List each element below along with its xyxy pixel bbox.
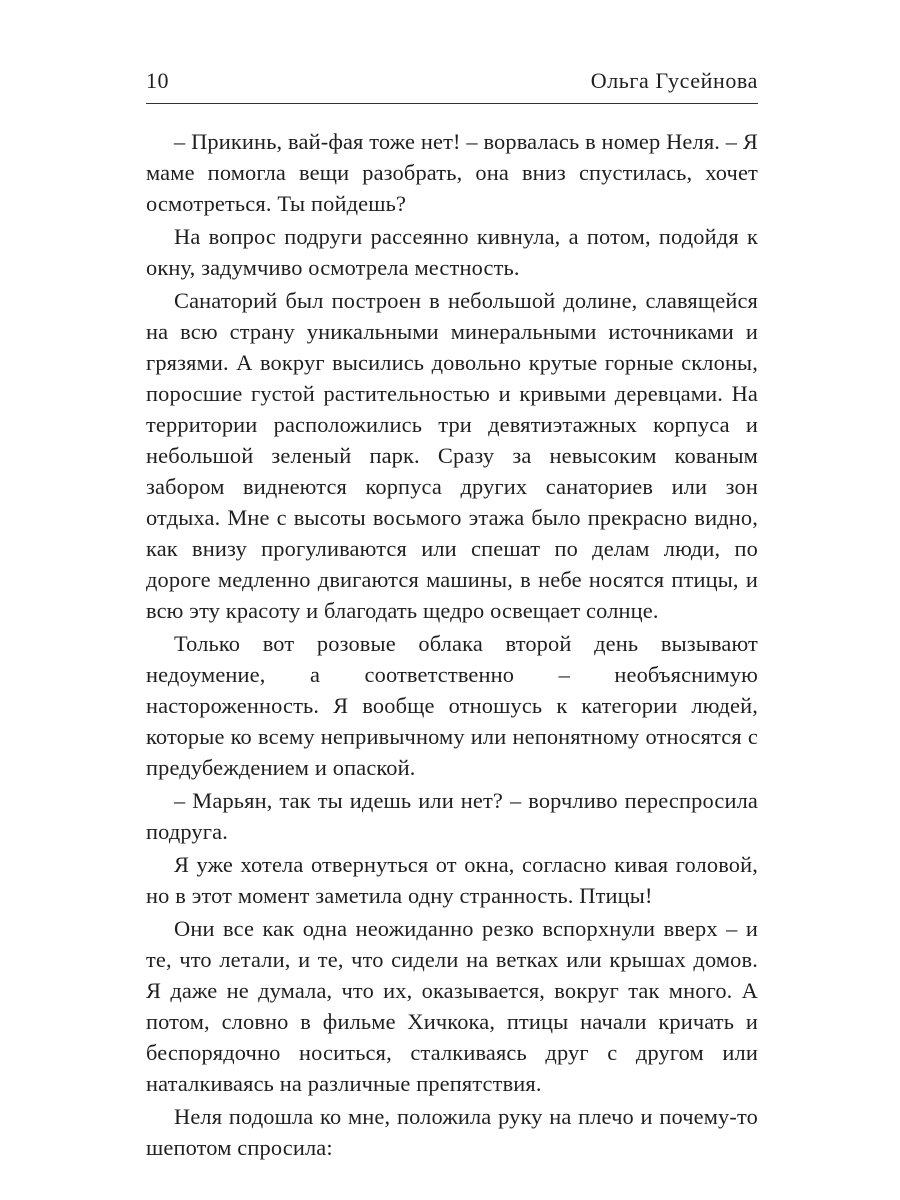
paragraph-3: Санаторий был построен в небольшой долине, славящейся на всю страну уникальными минеральными источниками и грязями. А вокруг высились довольно крутые горные склоны, поросшие густой растительностью и кривыми деревцами. На территории расположились три девятиэтажных корпуса и небольшой зеленый парк. Сразу за невысоким кованым забором виднеются корпуса других санаториев или зон отдыха. Мне с высоты восьмого этажа было прекрасно видно, как внизу прогуливаются или спешат по делам люди, по дороге медленно двигаются машины, в небе носятся птицы, и всю эту красоту и благодать щедро освещает солнце. [146, 288, 758, 623]
paragraph-4: Только вот розовые облака второй день вызывают недоумение, а соответственно – необъяснимую настороженность. Я вообще отношусь к категории людей, которые ко всему непривычному или непонятному относятся с предубеждением и опаской. [146, 631, 758, 780]
paragraph-7: Они все как одна неожиданно резко вспорхнули вверх – и те, что летали, и те, что сидели на ветках или крышах домов. Я даже не думала, что их, оказывается, вокруг так много. А потом, словно в фильме Хичкока, птицы начали кричать и беспорядочно носиться, сталкиваясь друг с другом или наталкиваясь на различные препятствия. [146, 916, 758, 1096]
book-author: Ольга Гусейнова [590, 68, 758, 93]
page-number: 10 [146, 68, 169, 93]
paragraph-2: На вопрос подруги рассеянно кивнула, а потом, подойдя к окну, задумчиво осмотрела местность. [146, 224, 758, 280]
paragraph-5: – Марьян, так ты идешь или нет? – ворчливо переспросила подруга. [146, 788, 758, 844]
running-head [146, 64, 758, 98]
paragraph-8: Неля подошла ко мне, положила руку на плечо и почему-то шепотом спросила: [146, 1104, 758, 1160]
paragraph-1: – Прикинь, вай-фая тоже нет! – ворвалась в номер Неля. – Я маме помогла вещи разобрать, она вниз спустилась, хочет осмотреться. Ты пойдешь? [146, 129, 758, 216]
paragraph-6: Я уже хотела отвернуться от окна, согласно кивая головой, но в этот момент заметила одну странность. Птицы! [146, 852, 758, 908]
header-rule [146, 103, 758, 104]
body-text [146, 126, 758, 1165]
